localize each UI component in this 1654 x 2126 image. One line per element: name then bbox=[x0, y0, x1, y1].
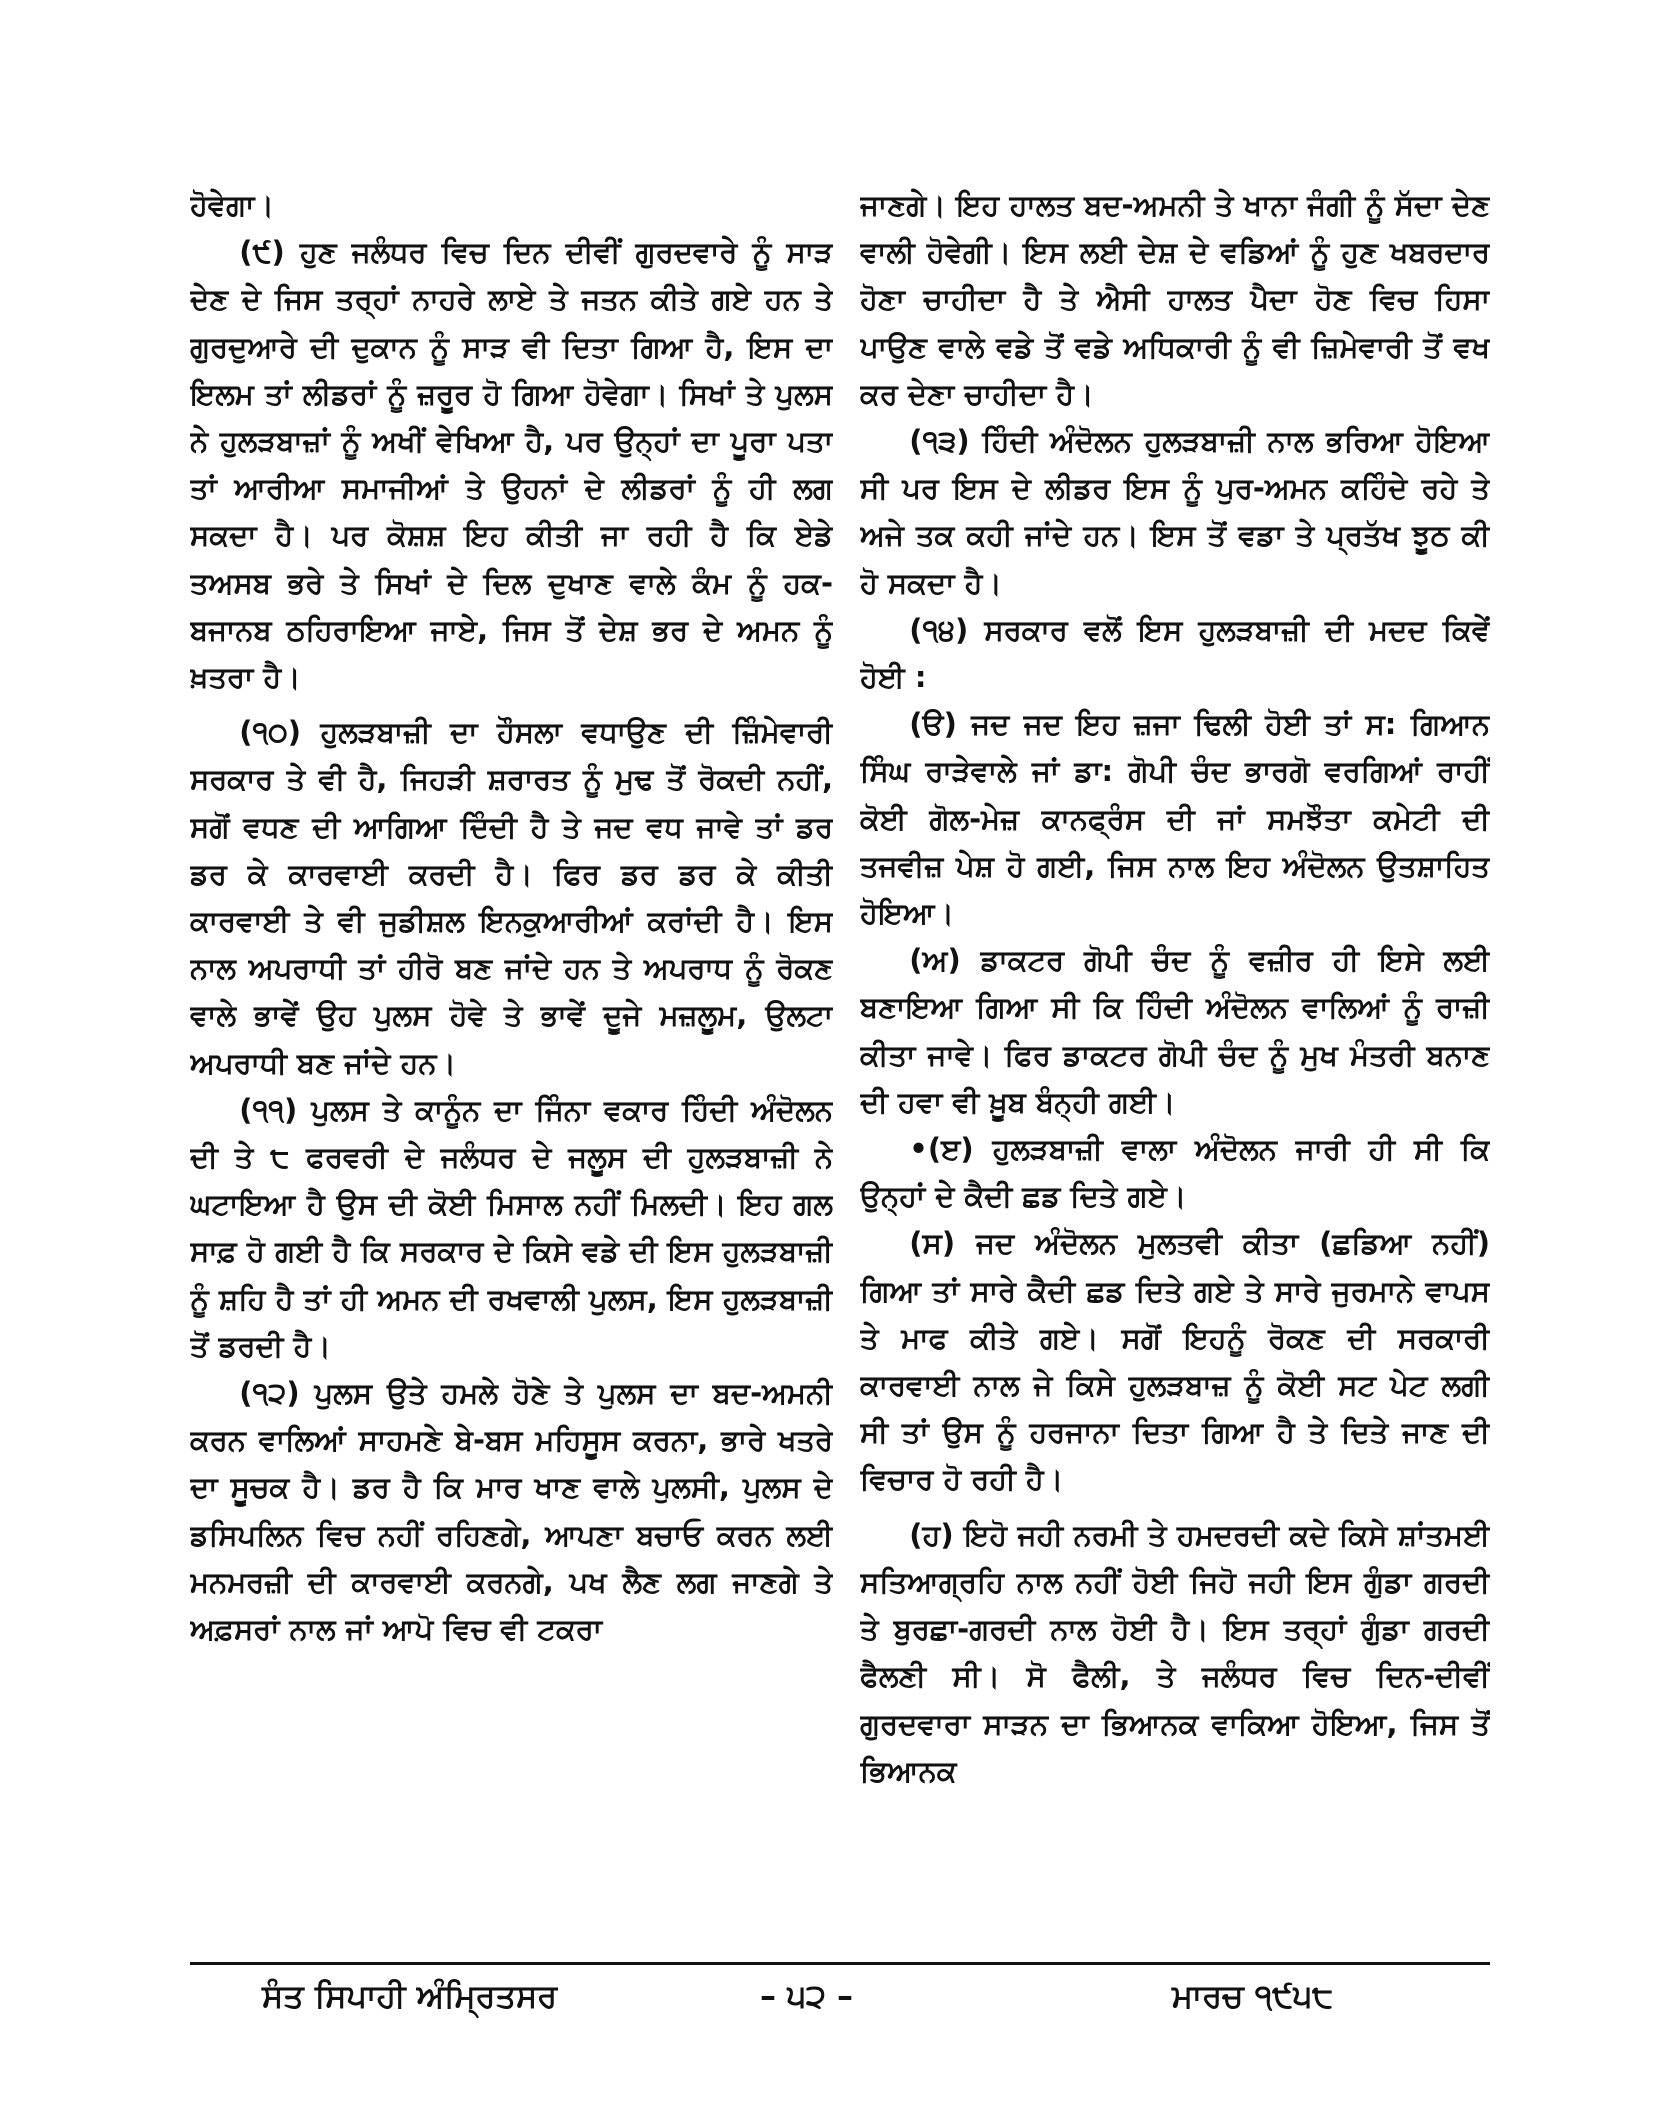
paragraph: (ਅ) ਡਾਕਟਰ ਗੋਪੀ ਚੰਦ ਨੂੰ ਵਜ਼ੀਰ ਹੀ ਇਸੇ ਲਈ ਬਣਾਇਆ ਗਿਆ ਸੀ ਕਿ ਹਿੰਦੀ ਅੰਦੋਲਨ ਵਾਲਿਆਂ ਨੂੰ ਰਾਜ਼ੀ ਕੀਤਾ ਜਾਵੇ। ਫਿਰ ਡਾਕਟਰ ਗੋਪੀ ਚੰਦ ਨੂੰ ਮੁਖ ਮੰਤਰੀ ਬਨਾਣ ਦੀ ਹਵਾ ਵੀ ਖ਼ੂਬ ਬੰਨ੍ਹੀ ਗਈ। bbox=[860, 943, 1490, 1119]
footer-page-number: – ੫੨ – bbox=[760, 1977, 854, 2015]
paragraph: ਹੋਵੇਗਾ। bbox=[190, 188, 274, 222]
paragraph: (ਹ) ਇਹੋ ਜਹੀ ਨਰਮੀ ਤੇ ਹਮਦਰਦੀ ਕਦੇ ਕਿਸੇ ਸ਼ਾਂਤਮਈ ਸਤਿਆਗ੍ਰਹਿ ਨਾਲ ਨਹੀਂ ਹੋਈ ਜਿਹੋ ਜਹੀ ਇਸ ਗੁੰਡਾ ਗਰਦੀ ਤੇ ਬੁਰਛਾ-ਗਰਦੀ ਨਾਲ ਹੋਈ ਹੈ। ਇਸ ਤਰ੍ਹਾਂ ਗੁੰਡਾ ਗਰਦੀ ਫੈਲਣੀ ਸੀ। ਸੋ ਫੈਲੀ, ਤੇ ਜਲੰਧਰ ਵਿਚ ਦਿਨ-ਦੀਵੀਂ ਗੁਰਦਵਾਰਾ ਸਾੜਨ ਦਾ ਭਿਆਨਕ ਵਾਕਿਆ ਹੋਇਆ, ਜਿਸ ਤੋਂ ਭਿਆਨਕ bbox=[860, 1517, 1490, 1788]
left-column bbox=[190, 182, 833, 1942]
paragraph: (੧੪) ਸਰਕਾਰ ਵਲੋਂ ਇਸ ਹੁਲੜਬਾਜ਼ੀ ਦੀ ਮਦਦ ਕਿਵੇਂ ਹੋਈ : bbox=[860, 612, 1490, 695]
paragraph: •(ੲ) ਹੁਲੜਬਾਜ਼ੀ ਵਾਲਾ ਅੰਦੋਲਨ ਜਾਰੀ ਹੀ ਸੀ ਕਿ ਉਨ੍ਹਾਂ ਦੇ ਕੈਦੀ ਛਡ ਦਿਤੇ ਗਏ। bbox=[860, 1132, 1490, 1214]
paragraph: (੧੧) ਪੁਲਸ ਤੇ ਕਾਨੂੰਨ ਦਾ ਜਿੰਨਾ ਵਕਾਰ ਹਿੰਦੀ ਅੰਦੋਲਨ ਦੀ ਤੇ ੮ ਫਰਵਰੀ ਦੇ ਜਲੰਧਰ ਦੇ ਜਲੂਸ ਦੀ ਹੁਲੜਬਾਜ਼ੀ ਨੇ ਘਟਾਇਆ ਹੈ ਉਸ ਦੀ ਕੋਈ ਮਿਸਾਲ ਨਹੀਂ ਮਿਲਦੀ। ਇਹ ਗਲ ਸਾਫ਼ ਹੋ ਗਈ ਹੈ ਕਿ ਸਰਕਾਰ ਦੇ ਕਿਸੇ ਵਡੇ ਦੀ ਇਸ ਹੁਲੜਬਾਜ਼ੀ ਨੂੰ ਸ਼ਹਿ ਹੈ ਤਾਂ ਹੀ ਅਮਨ ਦੀ ਰਖਵਾਲੀ ਪੁਲਸ, ਇਸ ਹੁਲੜਬਾਜ਼ੀ ਤੋਂ ਡਰਦੀ ਹੈ। bbox=[190, 1092, 833, 1363]
paragraph: (੧੨) ਪੁਲਸ ਉਤੇ ਹਮਲੇ ਹੋਣੇ ਤੇ ਪੁਲਸ ਦਾ ਬਦ-ਅਮਨੀ ਕਰਨ ਵਾਲਿਆਂ ਸਾਹਮਣੇ ਬੇ-ਬਸ ਮਹਿਸੂਸ ਕਰਨਾ, ਭਾਰੇ ਖਤਰੇ ਦਾ ਸੂਚਕ ਹੈ। ਡਰ ਹੈ ਕਿ ਮਾਰ ਖਾਣ ਵਾਲੇ ਪੁਲਸੀ, ਪੁਲਸ ਦੇ ਡਸਿਪਲਿਨ ਵਿਚ ਨਹੀਂ ਰਹਿਣਗੇ, ਆਪਣਾ ਬਚਾਓ ਕਰਨ ਲਈ ਮਨਮਰਜ਼ੀ ਦੀ ਕਾਰਵਾਈ ਕਰਨਗੇ, ਪਖ ਲੈਣ ਲਗ ਜਾਣਗੇ ਤੇ ਅਫ਼ਸਰਾਂ ਨਾਲ ਜਾਂ ਆਪੋ ਵਿਚ ਵੀ ਟਕਰਾ bbox=[190, 1376, 833, 1647]
paragraph: (ਸ) ਜਦ ਅੰਦੋਲਨ ਮੁਲਤਵੀ ਕੀਤਾ (ਛਡਿਆ ਨਹੀਂ) ਗਿਆ ਤਾਂ ਸਾਰੇ ਕੈਦੀ ਛਡ ਦਿਤੇ ਗਏ ਤੇ ਸਾਰੇ ਜੁਰਮਾਨੇ ਵਾਪਸ ਤੇ ਮਾਫ ਕੀਤੇ ਗਏ। ਸਗੋਂ ਇਹਨੂੰ ਰੋਕਣ ਦੀ ਸਰਕਾਰੀ ਕਾਰਵਾਈ ਨਾਲ ਜੇ ਕਿਸੇ ਹੁਲੜਬਾਜ਼ ਨੂੰ ਕੋਈ ਸਟ ਪੇਟ ਲਗੀ ਸੀ ਤਾਂ ਉਸ ਨੂੰ ਹਰਜਾਨਾ ਦਿਤਾ ਗਿਆ ਹੈ ਤੇ ਦਿਤੇ ਜਾਣ ਦੀ ਵਿਚਾਰ ਹੋ ਰਹੀ ਹੈ। bbox=[860, 1226, 1490, 1497]
paragraph: ਜਾਣਗੇ। ਇਹ ਹਾਲਤ ਬਦ-ਅਮਨੀ ਤੇ ਖਾਨਾ ਜੰਗੀ ਨੂੰ ਸੱਦਾ ਦੇਣ ਵਾਲੀ ਹੋਵੇਗੀ। ਇਸ ਲਈ ਦੇਸ਼ ਦੇ ਵਡਿਆਂ ਨੂੰ ਹੁਣ ਖਬਰਦਾਰ ਹੋਣਾ ਚਾਹੀਦਾ ਹੈ ਤੇ ਐਸੀ ਹਾਲਤ ਪੈਦਾ ਹੋਣ ਵਿਚ ਹਿਸਾ ਪਾਉਣ ਵਾਲੇ ਵਡੇ ਤੋਂ ਵਡੇ ਅਧਿਕਾਰੀ ਨੂੰ ਵੀ ਜ਼ਿਮੇਵਾਰੀ ਤੋਂ ਵਖ ਕਰ ਦੇਣਾ ਚਾਹੀਦਾ ਹੈ। bbox=[860, 188, 1490, 411]
paragraph: (੧੦) ਹੁਲੜਬਾਜ਼ੀ ਦਾ ਹੌਸਲਾ ਵਧਾਉਣ ਦੀ ਜ਼ਿੰਮੇਵਾਰੀ ਸਰਕਾਰ ਤੇ ਵੀ ਹੈ, ਜਿਹੜੀ ਸ਼ਰਾਰਤ ਨੂੰ ਮੁਢ ਤੋਂ ਰੋਕਦੀ ਨਹੀਂ, ਸਗੋਂ ਵਧਣ ਦੀ ਆਗਿਆ ਦਿੰਦੀ ਹੈ ਤੇ ਜਦ ਵਧ ਜਾਵੇ ਤਾਂ ਡਰ ਡਰ ਕੇ ਕਾਰਵਾਈ ਕਰਦੀ ਹੈ। ਫਿਰ ਡਰ ਡਰ ਕੇ ਕੀਤੀ ਕਾਰਵਾਈ ਤੇ ਵੀ ਜੁਡੀਸ਼ਲ ਇਨਕੁਆਰੀਆਂ ਕਰਾਂਦੀ ਹੈ। ਇਸ ਨਾਲ ਅਪਰਾਧੀ ਤਾਂ ਹੀਰੋ ਬਣ ਜਾਂਦੇ ਹਨ ਤੇ ਅਪਰਾਧ ਨੂੰ ਰੋਕਣ ਵਾਲੇ ਭਾਵੇਂ ਉਹ ਪੁਲਸ ਹੋਵੇ ਤੇ ਭਾਵੇਂ ਦੂਜੇ ਮਜ਼ਲੂਮ, ਉਲਟਾ ਅਪਰਾਧੀ ਬਣ ਜਾਂਦੇ ਹਨ। bbox=[190, 715, 833, 1080]
right-column bbox=[860, 182, 1490, 1942]
paragraph: (ੳ) ਜਦ ਜਦ ਇਹ ਜ਼ਜਾ ਢਿਲੀ ਹੋਈ ਤਾਂ ਸ: ਗਿਆਨ ਸਿੰਘ ਰਾੜੇਵਾਲੇ ਜਾਂ ਡਾ: ਗੋਪੀ ਚੰਦ ਭਾਰਗੋ ਵਰਗਿਆਂ ਰਾਹੀਂ ਕੋਈ ਗੋਲ-ਮੇਜ਼ ਕਾਨਫ੍ਰੰਸ ਦੀ ਜਾਂ ਸਮਝੌਤਾ ਕਮੇਟੀ ਦੀ ਤਜਵੀਜ਼ ਪੇਸ਼ ਹੋ ਗਈ, ਜਿਸ ਨਾਲ ਇਹ ਅੰਦੋਲਨ ਉਤਸ਼ਾਹਿਤ ਹੋਇਆ। bbox=[860, 707, 1490, 931]
footer-date: ਮਾਰਚ ੧੯੫੮ bbox=[1172, 1977, 1334, 2015]
footer-divider bbox=[190, 1962, 1490, 1965]
footer-publication: ਸੰਤ ਸਿਪਾਹੀ ਅੰਮ੍ਰਿਤਸਰ bbox=[262, 1977, 558, 2015]
paragraph: (੧੩) ਹਿੰਦੀ ਅੰਦੋਲਨ ਹੁਲੜਬਾਜ਼ੀ ਨਾਲ ਭਰਿਆ ਹੋਇਆ ਸੀ ਪਰ ਇਸ ਦੇ ਲੀਡਰ ਇਸ ਨੂੰ ਪੁਰ-ਅਮਨ ਕਹਿੰਦੇ ਰਹੇ ਤੇ ਅਜੇ ਤਕ ਕਹੀ ਜਾਂਦੇ ਹਨ। ਇਸ ਤੋਂ ਵਡਾ ਤੇ ਪ੍ਰਤੱਖ ਝੂਠ ਕੀ ਹੋ ਸਕਦਾ ਹੈ। bbox=[860, 424, 1490, 600]
paragraph: (੯) ਹੁਣ ਜਲੰਧਰ ਵਿਚ ਦਿਨ ਦੀਵੀਂ ਗੁਰਦਵਾਰੇ ਨੂੰ ਸਾੜ ਦੇਣ ਦੇ ਜਿਸ ਤਰ੍ਹਾਂ ਨਾਹਰੇ ਲਾਏ ਤੇ ਜਤਨ ਕੀਤੇ ਗਏ ਹਨ ਤੇ ਗੁਰਦੁਆਰੇ ਦੀ ਦੁਕਾਨ ਨੂੰ ਸਾੜ ਵੀ ਦਿਤਾ ਗਿਆ ਹੈ, ਇਸ ਦਾ ਇਲਮ ਤਾਂ ਲੀਡਰਾਂ ਨੂੰ ਜ਼ਰੂਰ ਹੋ ਗਿਆ ਹੋਵੇਗਾ। ਸਿਖਾਂ ਤੇ ਪੁਲਸ ਨੇ ਹੁਲੜਬਾਜ਼ਾਂ ਨੂੰ ਅਖੀਂ ਵੇਖਿਆ ਹੈ, ਪਰ ਉਨ੍ਹਾਂ ਦਾ ਪੂਰਾ ਪਤਾ ਤਾਂ ਆਰੀਆ ਸਮਾਜੀਆਂ ਤੇ ਉਹਨਾਂ ਦੇ ਲੀਡਰਾਂ ਨੂੰ ਹੀ ਲਗ ਸਕਦਾ ਹੈ। ਪਰ ਕੋਸ਼ਸ਼ ਇਹ ਕੀਤੀ ਜਾ ਰਹੀ ਹੈ ਕਿ ਏਡੇ ਤਅਸਬ ਭਰੇ ਤੇ ਸਿਖਾਂ ਦੇ ਦਿਲ ਦੁਖਾਣ ਵਾਲੇ ਕੰਮ ਨੂੰ ਹਕ-ਬਜਾਨਬ ਠਹਿਰਾਇਆ ਜਾਏ, ਜਿਸ ਤੋਂ ਦੇਸ਼ ਭਰ ਦੇ ਅਮਨ ਨੂੰ ਖ਼ਤਰਾ ਹੈ। bbox=[190, 235, 833, 695]
